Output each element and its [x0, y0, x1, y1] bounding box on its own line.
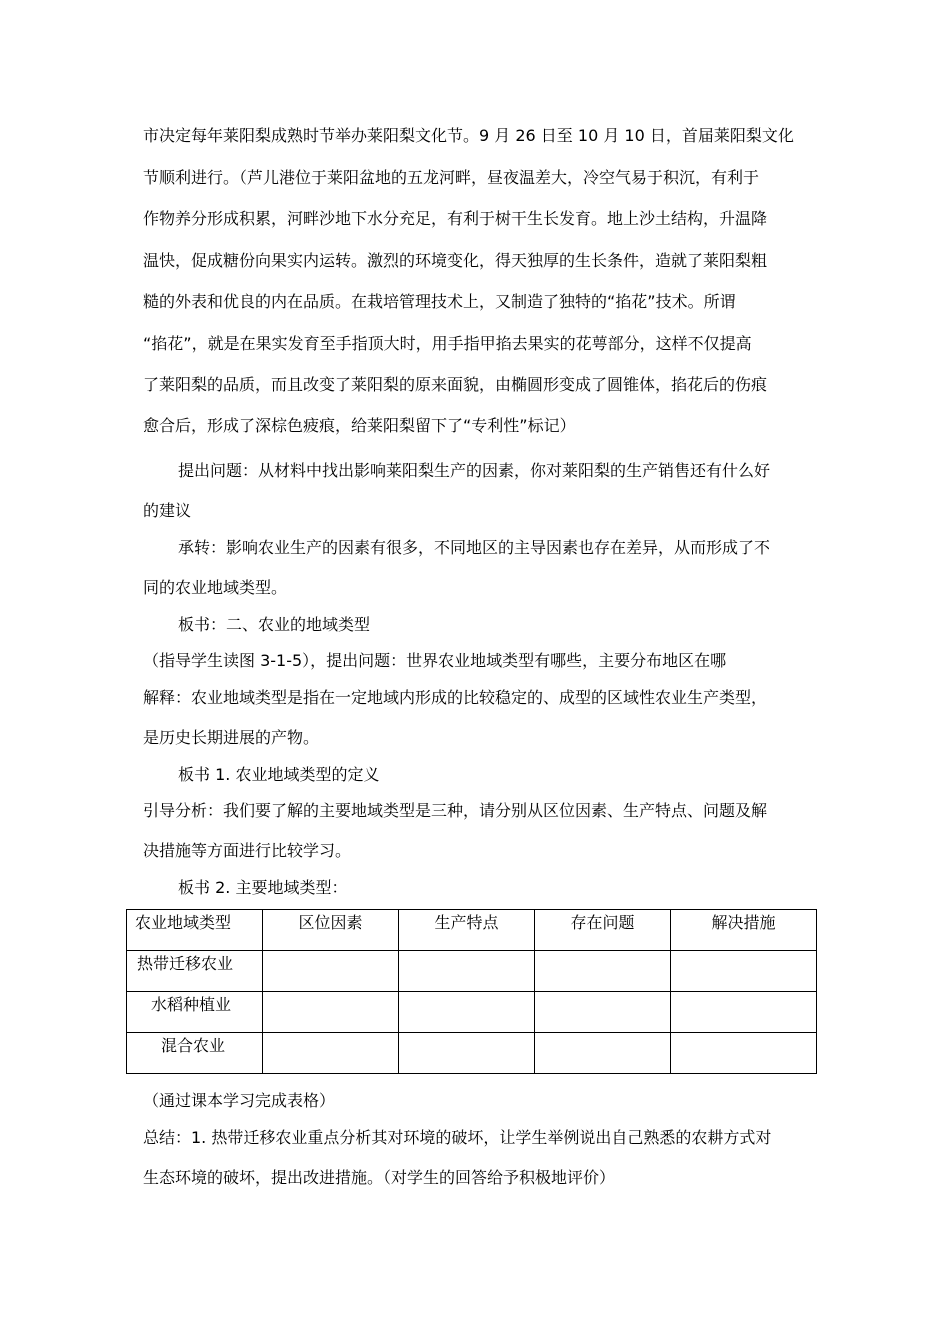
material-line-1: 市决定每年莱阳梨成熟时节举办莱阳梨文化节。9 月 26 日至 10 月 10 日，首届莱阳梨文化	[143, 126, 794, 145]
question-line-1: 提出问题：从材料中找出影响莱阳梨生产的因素，你对莱阳梨的生产销售还有什么好	[178, 461, 771, 480]
table-header-cell: 解决措施	[671, 910, 817, 951]
transition-line-2: 同的农业地域类型。	[143, 578, 288, 597]
table-header-cell: 农业地域类型	[127, 910, 263, 951]
material-line-3: 作物养分形成积累，河畔沙地下水分充足，有利于树干生长发育。地上沙土结构，升温降	[143, 209, 768, 228]
table-cell	[671, 992, 817, 1033]
table-note: （通过课本学习完成表格）	[143, 1091, 336, 1110]
table-cell	[535, 951, 671, 992]
table-cell	[399, 1033, 535, 1074]
table-cell	[399, 992, 535, 1033]
table-cell-type: 混合农业	[127, 1033, 263, 1074]
table-header-row	[127, 910, 817, 951]
table-cell	[263, 992, 399, 1033]
table-cell-type: 热带迁移农业	[127, 951, 263, 992]
table-header-cell: 区位因素	[263, 910, 399, 951]
question-line-2: 的建议	[143, 501, 192, 520]
table-row	[127, 1033, 817, 1074]
board-agri-types-heading: 板书：二、农业的地域类型	[178, 615, 371, 634]
table-row	[127, 951, 817, 992]
table-cell	[535, 992, 671, 1033]
guide-read-figure: （指导学生读图 3-1-5），提出问题：世界农业地域类型有哪些，主要分布地区在哪	[143, 651, 727, 670]
table-cell-type: 水稻种植业	[127, 992, 263, 1033]
guide-analysis-line-2: 决措施等方面进行比较学习。	[143, 841, 352, 860]
table-header-cell: 存在问题	[535, 910, 671, 951]
material-line-6: “掐花”，就是在果实发育至手指顶大时，用手指甲掐去果实的花萼部分，这样不仅提高	[143, 334, 752, 353]
table-cell	[263, 951, 399, 992]
explanation-line-1: 解释：农业地域类型是指在一定地域内形成的比较稳定的、成型的区域性农业生产类型，	[143, 688, 768, 707]
transition-line-1: 承转：影响农业生产的因素有很多，不同地区的主导因素也存在差异，从而形成了不	[178, 538, 771, 557]
board-main-types: 板书 2. 主要地域类型：	[178, 878, 348, 897]
table-cell	[263, 1033, 399, 1074]
explanation-line-2: 是历史长期进展的产物。	[143, 728, 320, 747]
material-line-2: 节顺利进行。（芦儿港位于莱阳盆地的五龙河畔，昼夜温差大，冷空气易于积沉，有利于	[143, 168, 760, 187]
material-line-4: 温快，促成糖份向果实内运转。激烈的环境变化，得天独厚的生长条件，造就了莱阳梨粗	[143, 251, 768, 270]
summary-line-1: 总结：1. 热带迁移农业重点分析其对环境的破坏，让学生举例说出自己熟悉的农耕方式对	[143, 1128, 772, 1147]
material-line-7: 了莱阳梨的品质，而且改变了莱阳梨的原来面貌，由椭圆形变成了圆锥体，掐花后的伤痕	[143, 375, 768, 394]
agri-types-table	[126, 909, 817, 1074]
guide-analysis-line-1: 引导分析：我们要了解的主要地域类型是三种，请分别从区位因素、生产特点、问题及解	[143, 801, 768, 820]
board-definition: 板书 1. 农业地域类型的定义	[178, 765, 380, 784]
table-cell	[399, 951, 535, 992]
material-line-8: 愈合后，形成了深棕色疲痕，给莱阳梨留下了“专利性”标记）	[143, 416, 576, 435]
material-line-5: 糙的外表和优良的内在品质。在栽培管理技术上，又制造了独特的“掐花”技术。所谓	[143, 292, 736, 311]
summary-line-2: 生态环境的破坏，提出改进措施。（对学生的回答给予积极地评价）	[143, 1168, 616, 1187]
table-header-cell: 生产特点	[399, 910, 535, 951]
table-cell	[671, 1033, 817, 1074]
table-cell	[671, 951, 817, 992]
table-row	[127, 992, 817, 1033]
table-cell	[535, 1033, 671, 1074]
